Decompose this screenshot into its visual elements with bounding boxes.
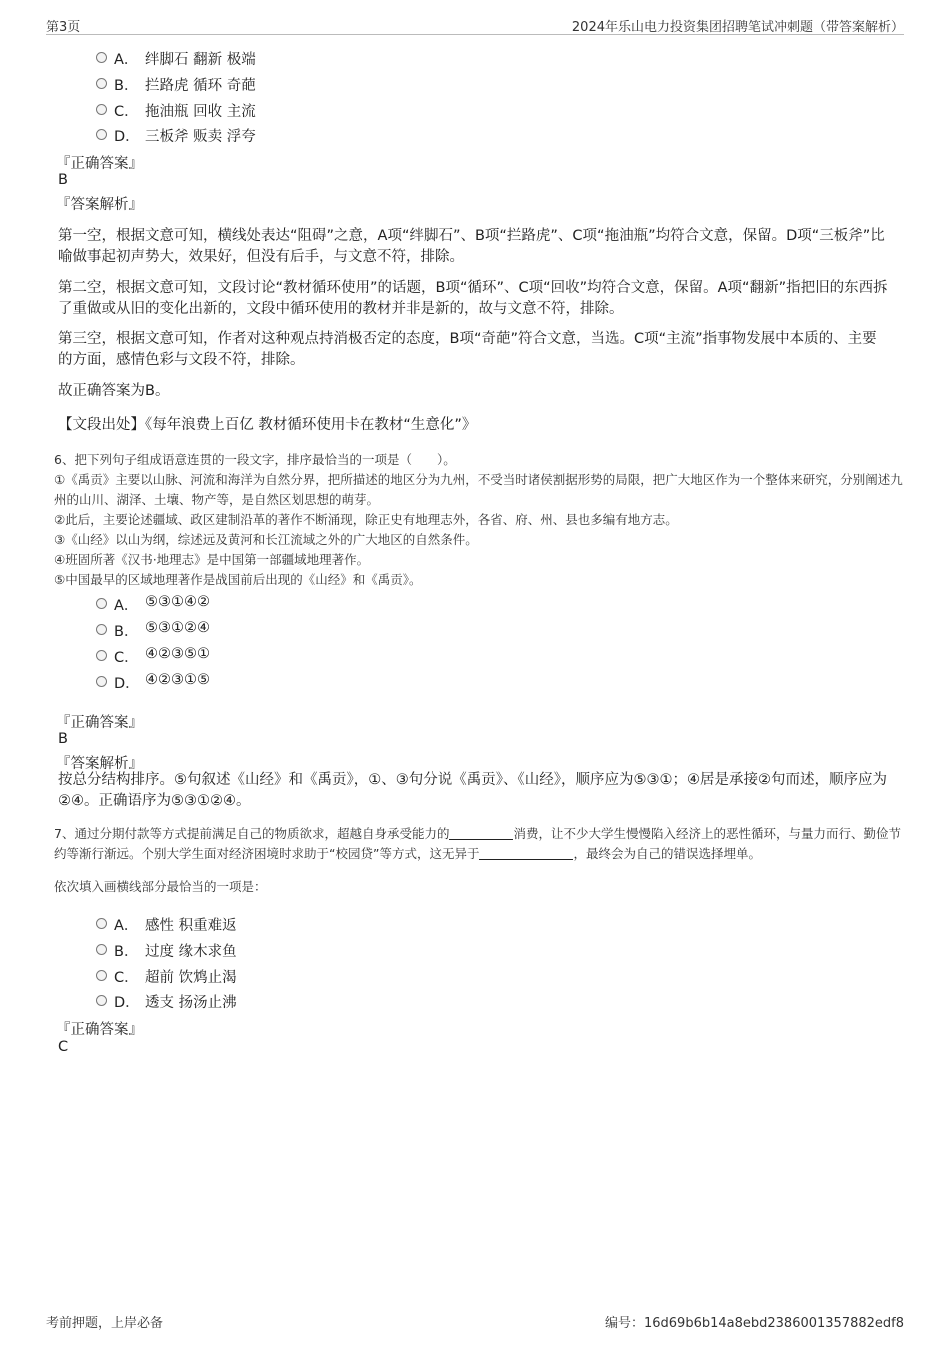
q7-answer-label: 『正确答案』 xyxy=(56,1022,143,1038)
radio-icon[interactable] xyxy=(96,944,107,955)
q7-prompt: 依次填入画横线部分最恰当的一项是： xyxy=(54,879,267,894)
q6-stem: 6、把下列句子组成语意连贯的一段文字，排序最恰当的一项是（ ）。 xyxy=(54,452,456,467)
q5-answer: B xyxy=(58,172,68,188)
radio-icon[interactable] xyxy=(96,78,107,89)
radio-icon[interactable] xyxy=(96,676,107,687)
q6-sentence-2: ②此后，主要论述疆域、政区建制沿革的著作不断涌现，除正史有地理志外，各省、府、州、县也多编有地方志。 xyxy=(54,512,678,527)
q5-analysis-paragraph-2: 第二空，根据文意可知，文段讨论“教材循环使用”的话题，B项“循环”、C项“回收”均符合文意，保留。A项“翻新”指把旧的东西拆了重做或从旧的变化出新的，文段中循环使用的教材并非是新的，故与文意不符，排除。 xyxy=(58,280,888,317)
radio-icon[interactable] xyxy=(96,995,107,1006)
q5-analysis-label: 『答案解析』 xyxy=(56,197,143,213)
q7-stem: 7、通过分期付款等方式提前满足自己的物质欲求，超越自身承受能力的 消费，让不少大学生慢慢陷入经济上的恶性循环，与量力而行、勤俭节约等渐行渐远。个别大学生面对经济困境时求助于“校园贷”等方式，这无异于 ，最终会为自己的错误选择埋单。 xyxy=(54,826,901,861)
q5-source: 【文段出处】《每年浪费上百亿 教材循环使用卡在教材“生意化”》 xyxy=(58,417,477,433)
q5-analysis-conclusion: 故正确答案为B。 xyxy=(58,383,170,399)
q6-sentence-3: ③《山经》以山为纲，综述远及黄河和长江流域之外的广大地区的自然条件。 xyxy=(54,532,478,547)
radio-icon[interactable] xyxy=(96,650,107,661)
q5-analysis-paragraph-3: 第三空，根据文意可知，作者对这种观点持消极否定的态度，B项“奇葩”符合文意，当选。C项“主流”指事物发展中本质的、主要的方面，感情色彩与文段不符，排除。 xyxy=(58,331,877,368)
q7-blank-2 xyxy=(479,845,573,860)
q6-answer-label: 『正确答案』 xyxy=(56,715,143,731)
radio-icon[interactable] xyxy=(96,129,107,140)
radio-icon[interactable] xyxy=(96,598,107,609)
q6-sentence-5: ⑤中国最早的区域地理著作是战国前后出现的《山经》和《禹贡》。 xyxy=(54,572,422,587)
q7-answer: C xyxy=(58,1039,69,1055)
q5-answer-label: 『正确答案』 xyxy=(56,156,143,172)
q6-sentence-4: ④班固所著《汉书·地理志》是中国第一部疆域地理著作。 xyxy=(54,552,370,567)
q6-sentence-1: ①《禹贡》主要以山脉、河流和海洋为自然分界，把所描述的地区分为九州，不受当时诸侯割据形势的局限，把广大地区作为一个整体来研究，分别阐述九州的山川、湖泽、土壤、物产等，是自然区划思想的萌芽。 xyxy=(54,472,903,507)
page-header xyxy=(46,14,904,35)
q6-analysis: 按总分结构排序。⑤句叙述《山经》和《禹贡》，①、③句分说《禹贡》、《山经》，顺序应为⑤③①；④居是承接②句而述，顺序应为②④。正确语序为⑤③①②④。 xyxy=(58,772,887,809)
radio-icon[interactable] xyxy=(96,52,107,63)
q5-analysis-paragraph-1: 第一空，根据文意可知，横线处表达“阻碍”之意，A项“绊脚石”、B项“拦路虎”、C项“拖油瓶”均符合文意，保留。D项“三板斧”比喻做事起初声势大，效果好，但没有后手，与文意不符，排除。 xyxy=(58,228,885,265)
footer-serial: 编号：16d69b6b14a8ebd2386001357882edf8 xyxy=(604,1316,904,1331)
radio-icon[interactable] xyxy=(96,104,107,115)
radio-icon[interactable] xyxy=(96,624,107,635)
q6-analysis-label: 『答案解析』 xyxy=(56,756,143,772)
radio-icon[interactable] xyxy=(96,918,107,929)
page-footer xyxy=(46,1312,904,1331)
document-title: 2024年乐山电力投资集团招聘笔试冲刺题（带答案解析） xyxy=(571,20,904,35)
q6-answer: B xyxy=(58,731,68,747)
q7-blank-1 xyxy=(449,825,513,840)
page-number: 第3页 xyxy=(46,20,81,35)
footer-slogan: 考前押题，上岸必备 xyxy=(46,1316,164,1331)
radio-icon[interactable] xyxy=(96,970,107,981)
